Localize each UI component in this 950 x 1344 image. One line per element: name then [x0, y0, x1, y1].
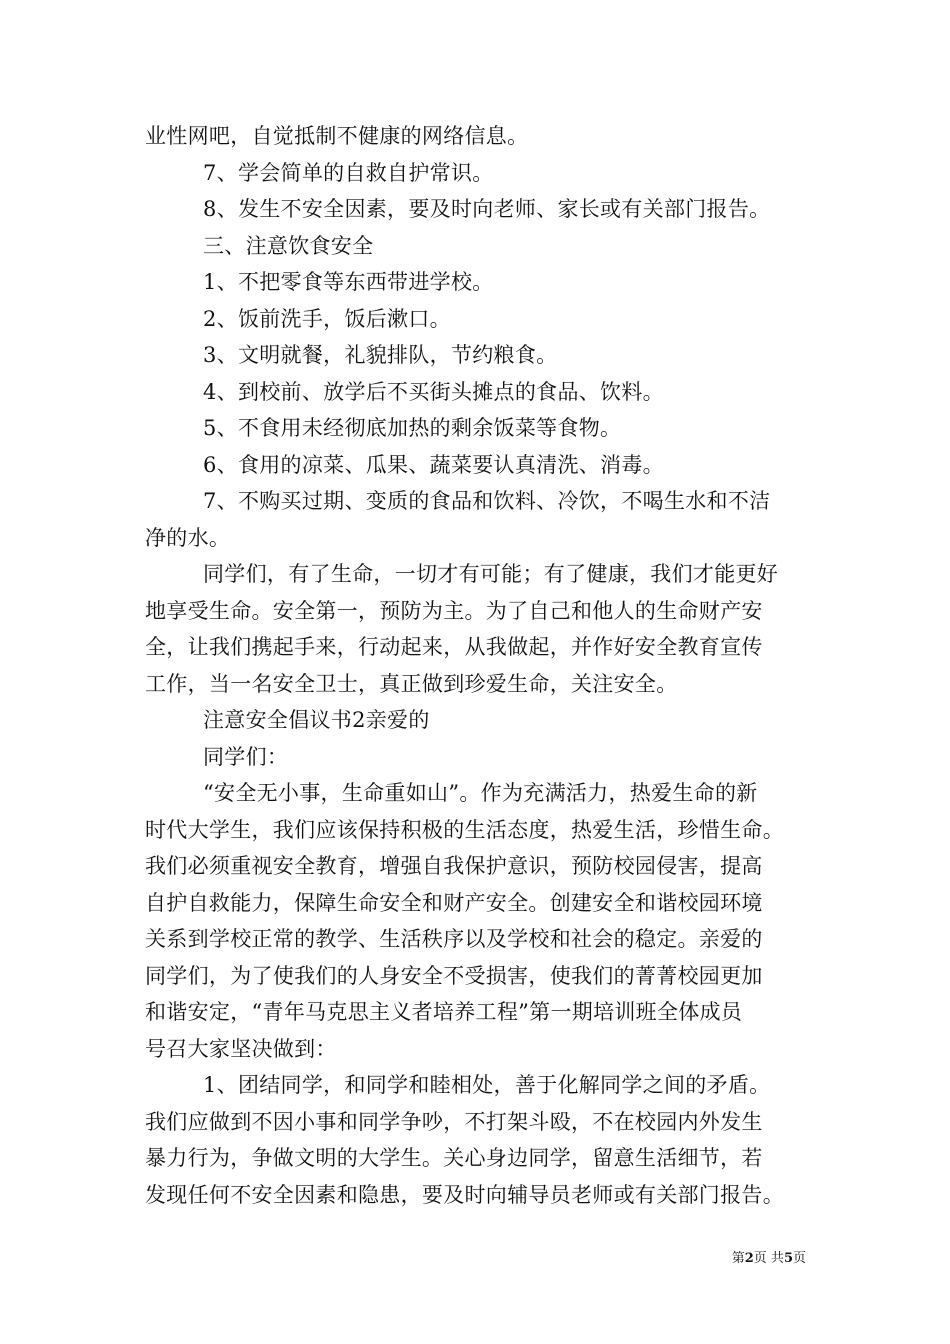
current-page-number: 2: [744, 1251, 754, 1266]
paragraph-line: 自护自救能力，保障生命安全和财产安全。创建安全和谐校园环境: [145, 890, 763, 915]
text-line: 业性网吧，自觉抵制不健康的网络信息。: [145, 124, 529, 148]
paragraph-line: 同学们，有了生命，一切才有可能；有了健康，我们才能更好: [203, 562, 779, 586]
text-line: 净的水。: [145, 525, 231, 550]
paragraph-line: 同学们，为了使我们的人身安全不受损害，使我们的菁菁校园更加: [145, 963, 763, 988]
paragraph-line: 号召大家坚决做到：: [145, 1036, 337, 1061]
paragraph-line: 地享受生命。安全第一，预防为主。为了自己和他人的生命财产安: [145, 598, 763, 623]
paragraph-line: 和谐安定，“青年马克思主义者培养工程”第一期培训班全体成员: [145, 1000, 743, 1024]
document-subtitle: 注意安全倡议书2亲爱的: [203, 708, 430, 732]
paragraph-line: 关系到学校正常的教学、生活秩序以及学校和社会的稳定。亲爱的: [145, 927, 763, 951]
list-item: 5、不食用未经彻底加热的剩余饭菜等食物。: [203, 416, 622, 440]
footer-prefix: 第: [731, 1251, 745, 1266]
footer-middle: 页 共: [753, 1251, 784, 1266]
list-item: 2、饭前洗手，饭后漱口。: [203, 306, 451, 331]
paragraph-line: 我们必须重视安全教育，增强自我保护意识，预防校园侵害，提高: [145, 854, 763, 878]
list-item: 1、不把零食等东西带进学校。: [203, 270, 494, 294]
paragraph-line: 时代大学生，我们应该保持积极的生活态度，热爱生活，珍惜生命。: [145, 817, 784, 842]
text-line: 7、学会简单的自救自护常识。: [203, 160, 494, 185]
section-heading: 三、注意饮食安全: [203, 233, 374, 258]
paragraph-line: 全，让我们携起手来，行动起来，从我做起，并作好安全教育宣传: [145, 635, 763, 659]
text-line: 8、发生不安全因素，要及时向老师、家长或有关部门报告。: [203, 197, 771, 221]
paragraph-line: 暴力行为，争做文明的大学生。关心身边同学，留意生活细节，若: [145, 1146, 763, 1170]
page-number-footer: [732, 1247, 806, 1266]
list-item: 7、不购买过期、变质的食品和饮料、冷饮，不喝生水和不洁: [203, 489, 771, 513]
salutation: 同学们：: [203, 744, 289, 769]
list-item: 6、食用的凉菜、瓜果、蔬菜要认真清洗、消毒。: [203, 452, 664, 477]
paragraph-line: “安全无小事，生命重如山”。作为充满活力，热爱生命的新: [203, 781, 758, 805]
paragraph-line: 1、团结同学，和同学和睦相处，善于化解同学之间的矛盾。: [203, 1073, 771, 1097]
list-item: 4、到校前、放学后不买街头摊点的食品、饮料。: [203, 379, 664, 404]
list-item: 3、文明就餐，礼貌排队，节约粮食。: [203, 343, 558, 367]
paragraph-line: 我们应做到不因小事和同学争吵，不打架斗殴，不在校园内外发生: [145, 1109, 763, 1134]
total-pages-number: 5: [783, 1251, 793, 1266]
paragraph-line: 发现任何不安全因素和隐患，要及时向辅导员老师或有关部门报告。: [145, 1182, 784, 1207]
footer-suffix: 页: [792, 1251, 806, 1266]
paragraph-line: 工作，当一名安全卫士，真正做到珍爱生命，关注安全。: [145, 671, 678, 696]
document-body: [145, 118, 810, 1213]
